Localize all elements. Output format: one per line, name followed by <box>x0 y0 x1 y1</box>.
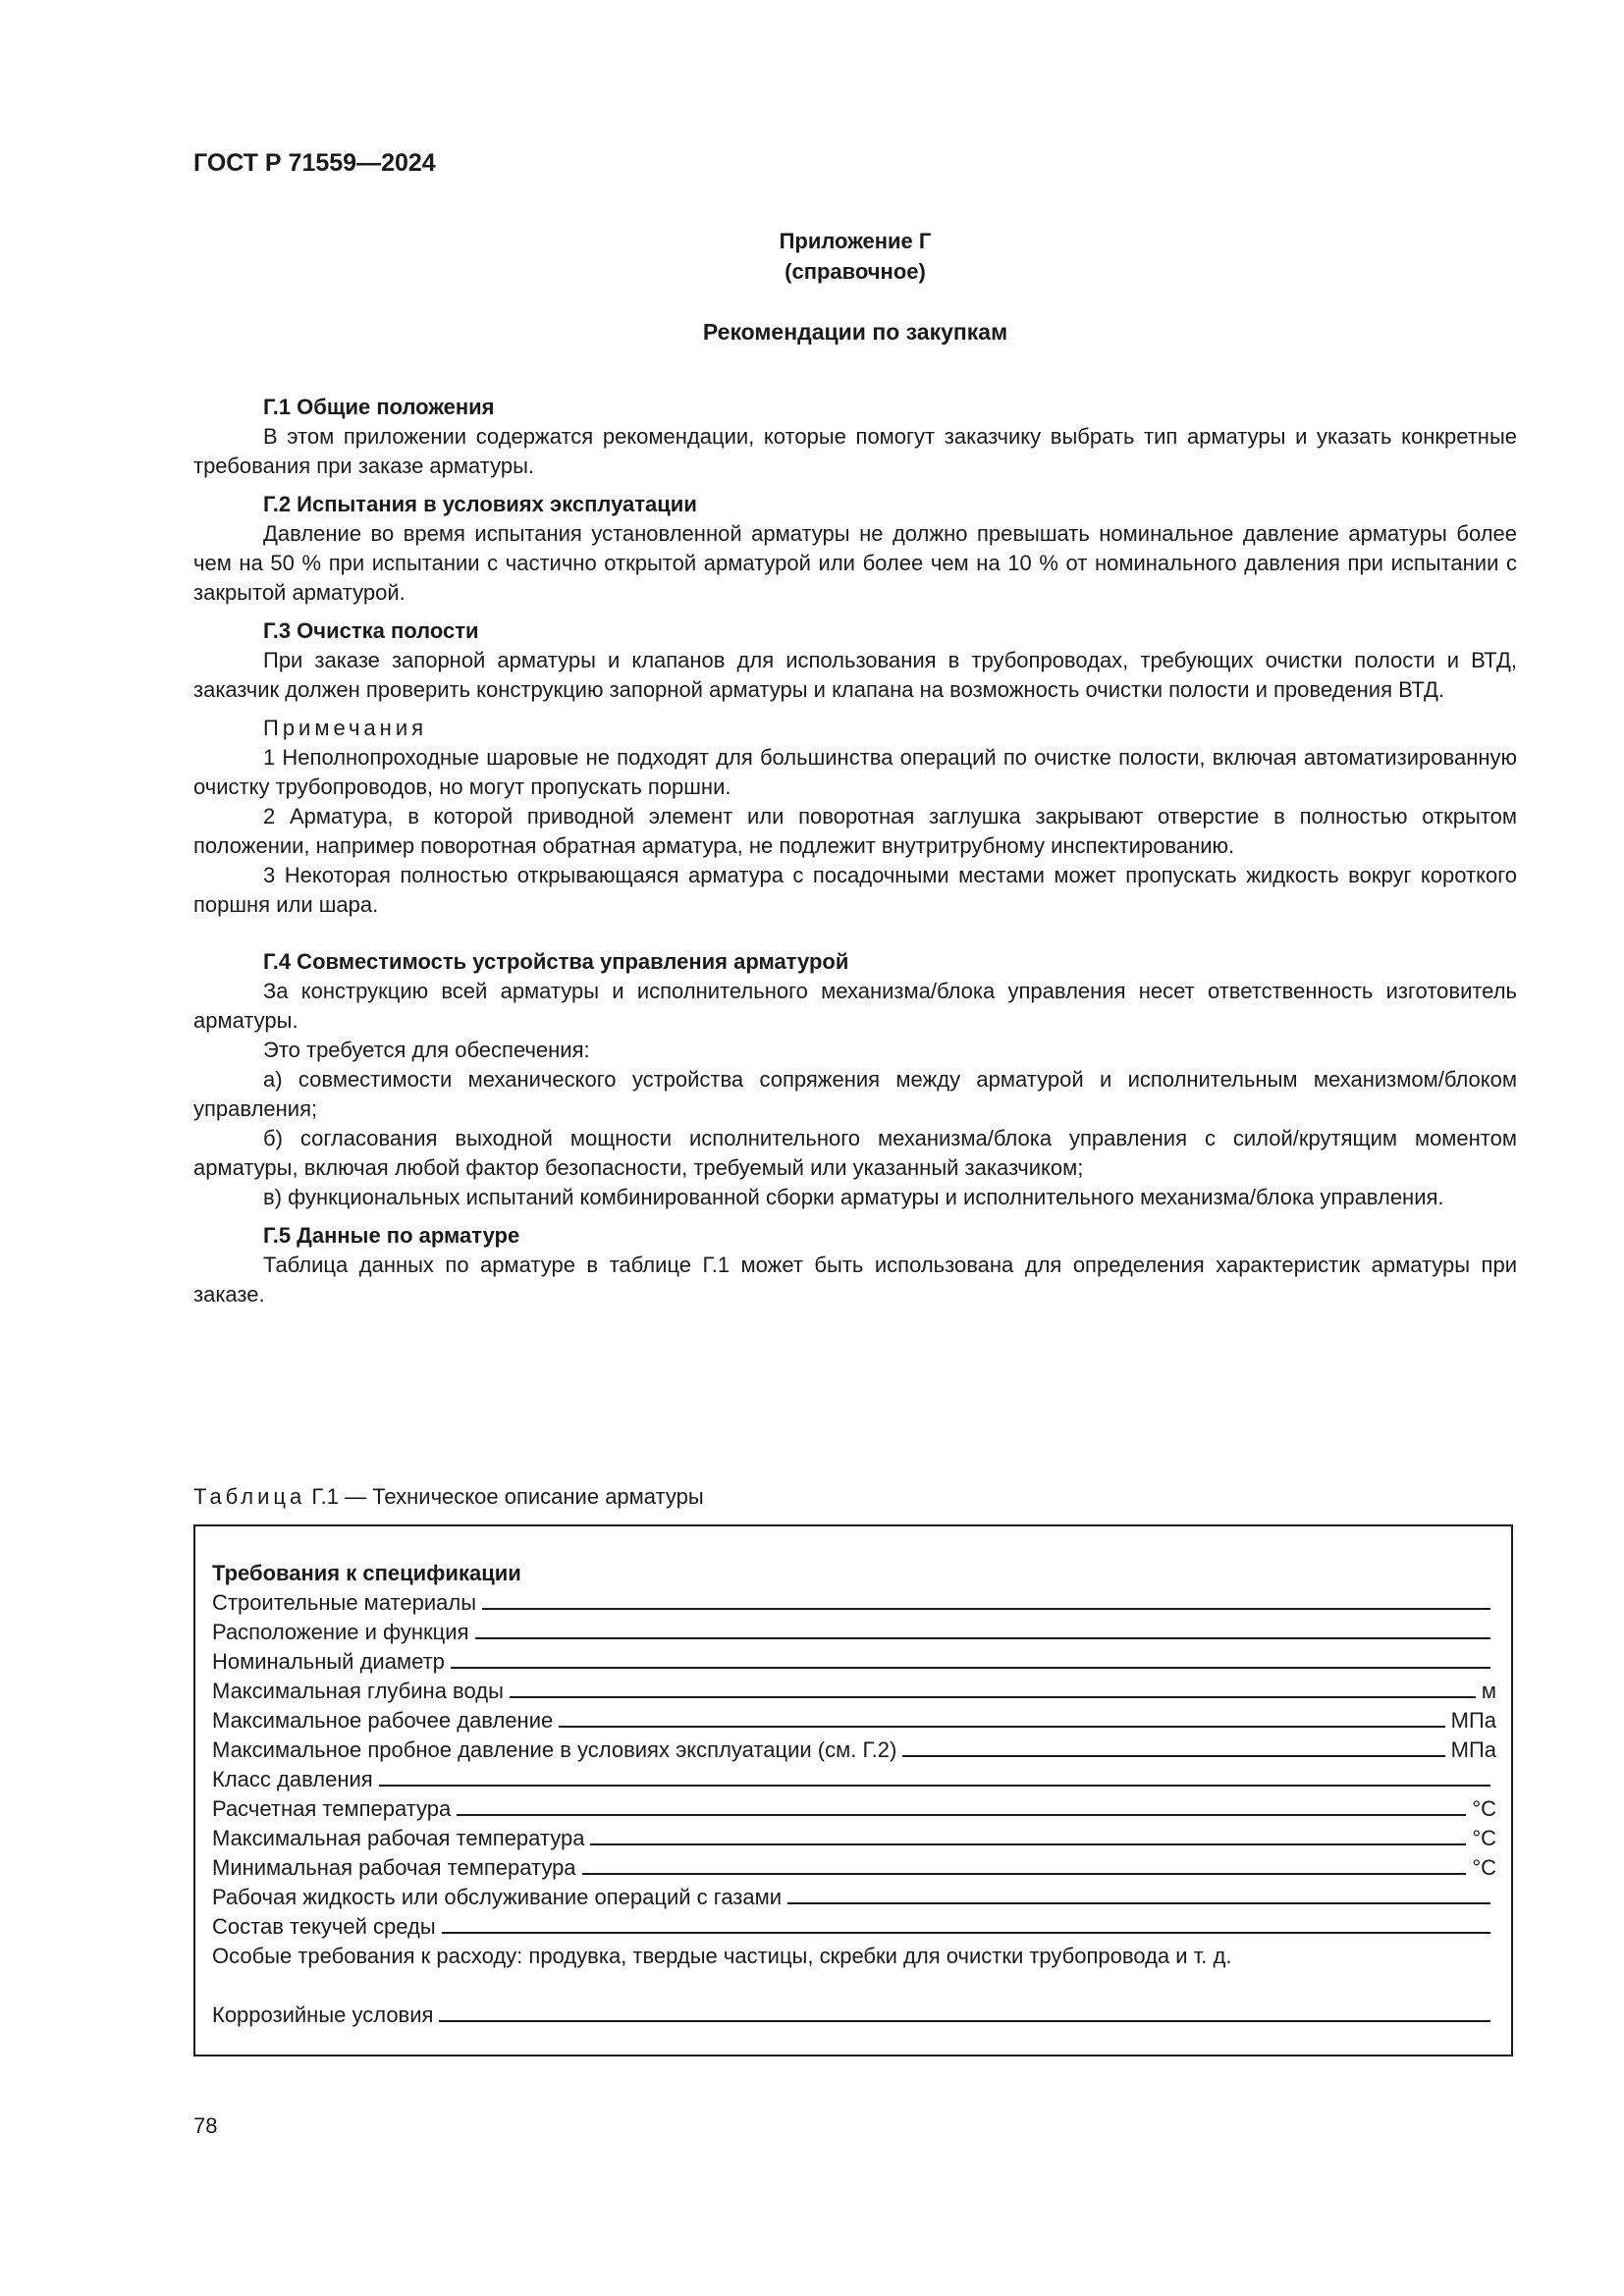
spec-row-label: Расчетная температура <box>212 1796 452 1821</box>
spec-row-fluid-composition <box>212 1912 1496 1942</box>
appendix-title: Приложение Г <box>779 229 932 253</box>
notes-label: Примечания <box>263 716 428 740</box>
note-item: 1 Неполнопроходные шаровые не подходят для большинства операций по очистке полости, включая автоматизированную очистку трубопроводов, но могут пропускать поршни. <box>193 745 1517 799</box>
section-text-g4: За конструкцию всей арматуры и исполнительного механизма/блока управления несет ответственность изготовитель арматуры. <box>193 979 1517 1033</box>
spec-row-label: Максимальная глубина воды <box>212 1679 504 1703</box>
note-item: 2 Арматура, в которой приводной элемент или поворотная заглушка закрывают отверстие в полностью открытом положении, например поворотная обратная арматура, не подлежит внутритрубному инспектированию. <box>193 804 1517 858</box>
spec-fill-line[interactable] <box>379 1785 1490 1787</box>
spec-row-label: Строительные материалы <box>212 1590 477 1615</box>
spec-row-unit: °C <box>1472 1796 1496 1821</box>
spec-row-label: Максимальная рабочая температура <box>212 1826 585 1850</box>
spec-row-max-working-temperature <box>212 1824 1496 1853</box>
spec-row-unit: °C <box>1472 1826 1496 1850</box>
spec-row-design-temperature <box>212 1794 1496 1824</box>
spec-fill-line[interactable] <box>482 1608 1490 1610</box>
spec-row-working-fluid <box>212 1883 1496 1912</box>
table-caption-text: Г.1 — Техническое описание арматуры <box>311 1484 704 1509</box>
list-item: а) совместимости механического устройства сопряжения между арматурой и исполнительным механизмом/блоком управления; <box>193 1067 1517 1121</box>
section-heading-g1: Г.1 Общие положения <box>263 395 495 419</box>
spec-row-unit: м <box>1481 1679 1496 1703</box>
spec-row-label: Максимальное рабочее давление <box>212 1708 554 1733</box>
spec-row-label: Номинальный диаметр <box>212 1649 445 1674</box>
spec-fill-line[interactable] <box>451 1667 1490 1669</box>
list-item: б) согласования выходной мощности исполнительного механизма/блока управления с силой/крутящим моментом арматуры, включая любой фактор безопасности, требуемый или указанный заказчиком; <box>193 1126 1517 1180</box>
body-text <box>193 393 1517 1309</box>
section-heading-g5: Г.5 Данные по арматуре <box>263 1223 520 1248</box>
spec-row-label: Расположение и функция <box>212 1620 469 1644</box>
table-caption-label: Таблица <box>193 1484 306 1509</box>
spec-fill-line[interactable] <box>510 1696 1476 1698</box>
spec-row-unit: МПа <box>1450 1737 1496 1762</box>
document-title: Рекомендации по закупкам <box>702 319 1008 345</box>
spec-row-max-working-pressure <box>212 1706 1496 1735</box>
section-heading-g3: Г.3 Очистка полости <box>263 618 479 643</box>
spec-fill-line[interactable] <box>787 1902 1490 1904</box>
section-heading-g2: Г.2 Испытания в условиях эксплуатации <box>263 492 697 516</box>
spec-fill-line[interactable] <box>457 1814 1466 1816</box>
spec-row-max-test-pressure <box>212 1735 1496 1765</box>
spec-row-unit: МПа <box>1450 1708 1496 1733</box>
specification-form <box>193 1524 1513 2056</box>
spec-fill-line[interactable] <box>475 1637 1491 1639</box>
spec-row-nominal-diameter <box>212 1647 1496 1677</box>
section-text-g5: Таблица данных по арматуре в таблице Г.1 может быть использована для определения характеристик арматуры при заказе. <box>193 1253 1517 1307</box>
standard-code: ГОСТ Р 71559—2024 <box>193 149 436 177</box>
spec-row-location <box>212 1618 1496 1647</box>
spec-row-min-working-temperature <box>212 1853 1496 1883</box>
spec-row-label: Максимальное пробное давление в условиях эксплуатации (см. Г.2) <box>212 1737 897 1762</box>
spec-row-label: Состав текучей среды <box>212 1914 436 1939</box>
spec-fill-line[interactable] <box>559 1726 1444 1728</box>
spec-row-special-requirements <box>212 1942 1496 1971</box>
spec-row-label: Класс давления <box>212 1767 373 1791</box>
section-text-g3: При заказе запорной арматуры и клапанов для использования в трубопроводах, требующих очистки полости и ВТД, заказчик должен проверить конструкцию запорной арматуры и клапана на возможность очистки полости и проведения ВТД. <box>193 648 1517 702</box>
section-text-g1: В этом приложении содержатся рекомендации, которые помогут заказчику выбрать тип арматуры и указать конкретные требования при заказе арматуры. <box>193 424 1517 478</box>
spec-fill-line[interactable] <box>902 1755 1444 1757</box>
spec-row-label: Минимальная рабочая температура <box>212 1855 576 1880</box>
spec-row-unit: °C <box>1472 1855 1496 1880</box>
section-text-g4-intro: Это требуется для обеспечения: <box>263 1038 590 1062</box>
table-caption <box>193 1484 704 1510</box>
spec-fill-line[interactable] <box>439 2020 1490 2022</box>
page-number: 78 <box>193 2113 218 2138</box>
section-text-g2: Давление во время испытания установленной арматуры не должно превышать номинальное давление арматуры более чем на 50 % при испытании с частично открытой арматурой или более чем на 10 % от номинального давления при испытании с закрытой арматурой. <box>193 521 1517 605</box>
spec-row-water-depth <box>212 1677 1496 1706</box>
appendix-status: (справочное) <box>785 259 926 284</box>
spec-row-label: Рабочая жидкость или обслуживание операций с газами <box>212 1885 783 1909</box>
spec-row-corrosion <box>212 2001 1496 2030</box>
note-item: 3 Некоторая полностью открывающаяся арматура с посадочными местами может пропускать жидкость вокруг короткого поршня или шара. <box>193 863 1517 917</box>
appendix-heading <box>193 226 1517 287</box>
spec-row-label: Особые требования к расходу: продувка, твердые частицы, скребки для очистки трубопровода и т. д. <box>212 1944 1232 1968</box>
spec-row-pressure-class <box>212 1765 1496 1794</box>
spec-row-materials <box>212 1588 1496 1618</box>
section-heading-g4: Г.4 Совместимость устройства управления арматурой <box>263 949 849 974</box>
spec-form-title: Требования к спецификации <box>212 1561 521 1585</box>
spec-fill-line[interactable] <box>590 1843 1466 1845</box>
spec-row-label: Коррозийные условия <box>212 2002 434 2027</box>
spec-fill-line[interactable] <box>442 1932 1490 1934</box>
spec-fill-line[interactable] <box>582 1873 1467 1875</box>
list-item: в) функциональных испытаний комбинированной сборки арматуры и исполнительного механизма/блока управления. <box>263 1185 1444 1209</box>
